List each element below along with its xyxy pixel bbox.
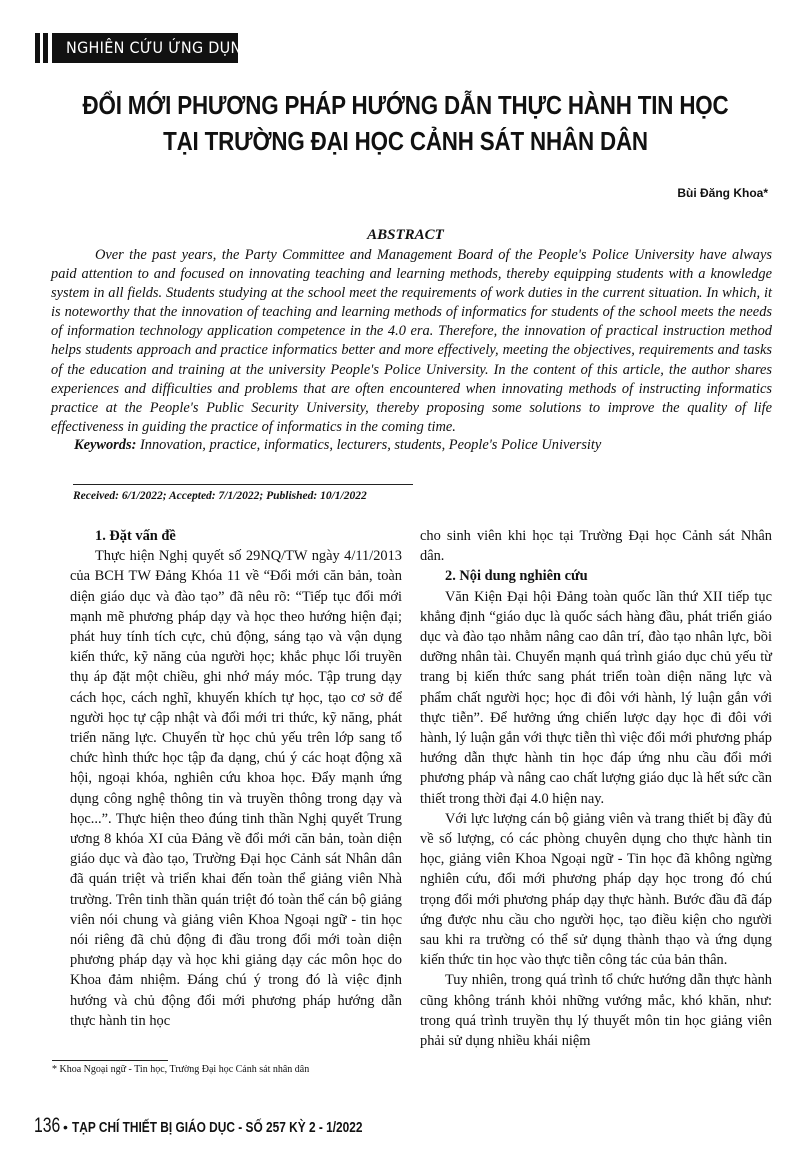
left-column [70, 526, 402, 1031]
abstract-body: Over the past years, the Party Committee and Management Board of the People's Police University have always paid attention to and focused on innovating teaching and learning methods, thereby equipping students with a knowledge system in all fields. Students studying at the school meet the requirements of work duties in the current situation. In which, it is noteworthy that the innovation of teaching and learning methods of informatics for students of the school meets the needs of information technology application competence in the 4.0 era. Therefore, the innovation of practical instruction method helps students approach and practice informatics better and more effectively, meeting the objectives, requirements and tasks of the education and training at the university People's Police University. In the content of this article, the author shares experiences and difficulties and problems that are often encountered when innovating methods of instructing informatics practice at the People's Public Security University, thereby proposing some solutions to improve the quality of life effectiveness in guiding the practice of informatics in the coming time. [51, 247, 772, 435]
keywords-label: Keywords: [74, 437, 137, 453]
tag-bar-decoration [35, 33, 40, 63]
keywords-list: Innovation, practice, informatics, lecturers, students, People's Police University [136, 437, 602, 453]
footnote: * Khoa Ngoại ngữ - Tin học, Trường Đại học Cảnh sát nhân dân [52, 1064, 310, 1075]
tag-bar-decoration [43, 33, 48, 63]
article-title [57, 87, 754, 159]
section-1-heading: 1. Đặt vấn đề [95, 528, 176, 544]
keywords [74, 437, 601, 454]
publication-dates: Received: 6/1/2022; Accepted: 7/1/2022; Published: 10/1/2022 [73, 490, 367, 502]
author-name: Bùi Đăng Khoa* [677, 186, 768, 200]
bullet-separator-icon: • [63, 1119, 68, 1135]
section-1-continuation: cho sinh viên khi học tại Trường Đại học Cảnh sát Nhân dân. [420, 528, 772, 565]
page-number: 136 [34, 1114, 61, 1137]
page-footer [34, 1114, 426, 1138]
title-line-2: TẠI TRƯỜNG ĐẠI HỌC CẢNH SÁT NHÂN DÂN [163, 126, 648, 156]
section-1-paragraph: Thực hiện Nghị quyết số 29NQ/TW ngày 4/11/2013 của BCH TW Đảng Khóa 11 về “Đổi mới căn bản, toàn diện giáo dục và đào tạo” đã nêu rõ: “Tiếp tục đổi mới mạnh mẽ phương pháp dạy và học theo hướng hiện đại; phát huy tính tích cực, chủ động, sáng tạo và vận dụng kiến thức, kỹ năng của người học; khắc phục lối truyền thụ áp đặt một chiều, ghi nhớ máy móc. Tập trung dạy cách học, cách nghĩ, khuyến khích tự học, tạo cơ sở để người học tự cập nhật và đổi mới tri thức, kỹ năng, phát triển năng lực. Chuyển từ học chủ yếu trên lớp sang tổ chức hình thức học tập đa dạng, chú ý các hoạt động xã hội, ngoại khóa, nghiên cứu khoa học. Đẩy mạnh ứng dụng công nghệ thông tin và truyền thông trong dạy và học...”. Thực hiện theo đúng tinh thần Nghị quyết Trung ương 8 khóa XI của Đảng về đổi mới căn bản, toàn diện giáo dục và đào tạo, Trường Đại học Cảnh sát Nhân dân đã quán triệt và triển khai đến toàn thể giảng viên Nhà trường. Trên tinh thần quán triệt đó toàn thể cán bộ giảng viên nói chung và giảng viên Khoa Ngoại ngữ - tin học nói riêng đã chủ động đi đầu trong đổi mới toàn diện phương pháp dạy và học khi giảng dạy các môn học do Khoa đảm nhiệm. Đáng chú ý trong đó là việc định hướng và chủ động đổi mới phương pháp hướng dẫn thực hành tin học [70, 548, 402, 1029]
footnote-divider [52, 1060, 168, 1061]
divider [73, 484, 413, 485]
journal-name: TẠP CHÍ THIẾT BỊ GIÁO DỤC - SỐ 257 KỲ 2 - 1/2022 [71, 1120, 363, 1136]
section-2-paragraph-3: Tuy nhiên, trong quá trình tổ chức hướng dẫn thực hành cũng không tránh khỏi những vướng mắc, khó khăn, như: trong quá trình truyền thụ lý thuyết môn tin học giảng viên phải sử dụng nhiều khái niệm [420, 972, 772, 1050]
title-line-1: ĐỔI MỚI PHƯƠNG PHÁP HƯỚNG DẪN THỰC HÀNH TIN HỌC [82, 90, 729, 120]
abstract-heading: ABSTRACT [367, 227, 444, 243]
section-2-heading: 2. Nội dung nghiên cứu [445, 568, 588, 585]
section-2-paragraph-1: Văn Kiện Đại hội Đảng toàn quốc lần thứ XII tiếp tục khẳng định “giáo dục là quốc sách hàng đầu, phát triển giáo dục và đào tạo nhằm nâng cao dân trí, đào tạo nhân lực, bồi dưỡng nhân tài. Chuyển mạnh quá trình giáo dục chủ yếu từ trang bị kiến thức sang phát triển toàn diện năng lực và phẩm chất người học; học đi đôi với hành, lý luận gắn với thực tiễn”. Để hưởng ứng chiến lược dạy học đi đôi với hành, lý luận gắn với thực tiễn thì việc đổi mới phương pháp hướng dẫn thực hành tin học đáp ứng nhu cầu đổi mới phương pháp và nâng cao chất lượng giáo dục là hết sức cần thiết trong thời đại 4.0 hiện nay. [420, 588, 772, 807]
right-column [420, 526, 772, 1051]
section-tag-label: NGHIÊN CỨU ỨNG DỤNG [52, 33, 238, 63]
section-tag [35, 33, 254, 63]
section-2-paragraph-2: Với lực lượng cán bộ giảng viên và trang thiết bị đầy đủ về số lượng, có các phòng chuyên dụng cho thực hành tin học, giảng viên Khoa Ngoại ngữ - Tin học đã không ngừng nghiên cứu, đổi mới phương pháp dạy học trong đó chú trọng đổi mới phương pháp dạy thực hành. Bước đầu đã đáp ứng được nhu cầu cho người học, tạo điều kiện cho người sau khi ra trường có thể sử dụng thành thạo và ứng dụng kiến thức tin học vào thực tiễn công tác của bản thân. [420, 810, 772, 969]
